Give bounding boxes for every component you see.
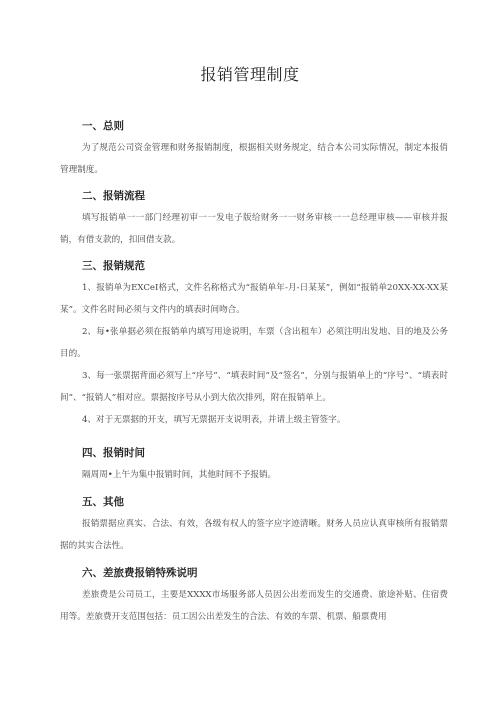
section-heading-time: 四、报销时间 <box>82 447 145 459</box>
section-heading-travel: 六、差旅费报销特殊说明 <box>82 567 198 579</box>
paragraph-other: 报销票据应真实、合法、有效，各级有权人的签字应字迹清晰。财务人员应认真审核所有报销票据的其实合法性。 <box>60 519 448 551</box>
section-heading-general: 一、总则 <box>82 120 124 132</box>
paragraph-rule-2: 2、每•张单据必须在报销单内填写用途说明，车票（含出租车）必须注明出发地、目的地及公务目的。 <box>60 327 448 359</box>
section-heading-other: 五、其他 <box>82 496 124 508</box>
paragraph-process: 填写报销单一一部门经理初审一一发电子版给财务一一财务审核一一总经理审核——审核并报销，有借支款的，扣回借支款。 <box>60 213 448 245</box>
paragraph-rule-3: 3、每一张票据背面必须写上“序号”、“填表时间”及“签名”，分别与报销单上的“序号”、“填表时间”、“报销人”相对应。票据按序号从小到大依次排列，附在报销单上。 <box>60 371 448 403</box>
paragraph-travel: 差旅费是公司员工，主要是XXXX市场服务部人员因公出差而发生的交通费、旅途补贴、住宿费用等。差旅费开支范围包括：员工因公出差发生的合法、有效的车票、机票、船票费用 <box>60 590 448 622</box>
paragraph-rule-1: 1、报销单为EXCeI格式，文件名称格式为“报销单年-月-日某某”，例如“报销单20XX-XX-XX某某”。文件名时间必须与文件内的填表时间吻合。 <box>60 283 448 315</box>
section-heading-process: 二、报销流程 <box>82 190 145 202</box>
section-heading-rules: 三、报销规范 <box>82 260 145 272</box>
paragraph-time: 隔周周•上午为集中报销时间，其他时间不予报销。 <box>82 470 277 480</box>
paragraph-general: 为了规范公司资金管理和财务报销制度，根据相关财务规定，结合本公司实际情况，制定本报俏管理制度。 <box>60 143 448 175</box>
paragraph-rule-4: 4、对于无票据的开支，填写无票据开支说明表，并请上级主管签字。 <box>82 415 346 425</box>
document-title: 报销管理制度 <box>200 65 300 84</box>
